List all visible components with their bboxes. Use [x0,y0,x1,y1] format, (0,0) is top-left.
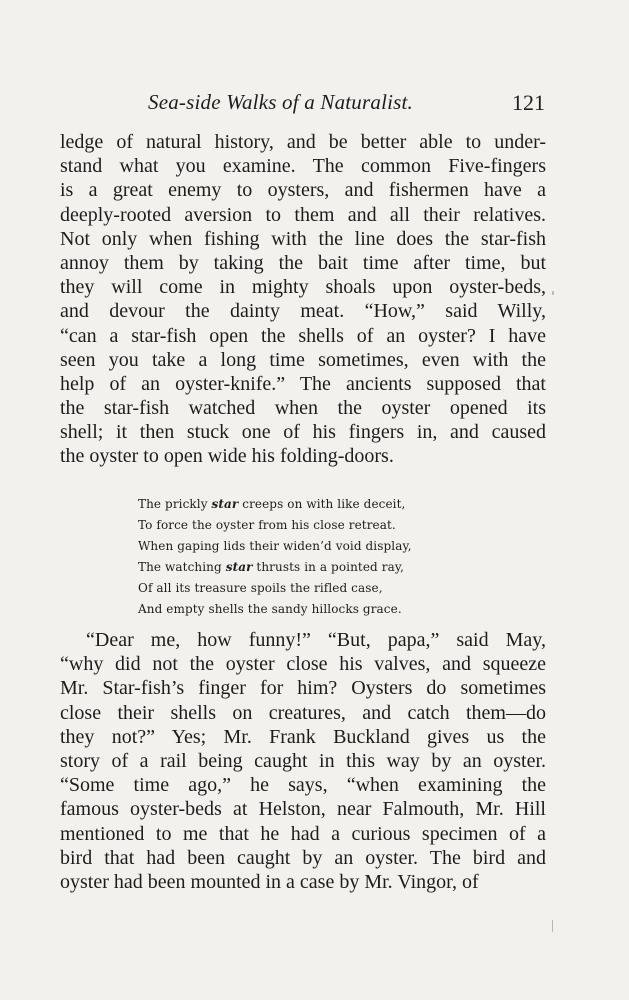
text-line: bird that had been caught by an oyster. The bird and [60,846,546,869]
poem-line [138,494,458,515]
text-line: deeply-rooted aversion to them and all their relatives. [60,203,546,226]
text-line: help of an oyster-knife.” The ancients supposed that [60,372,546,395]
poem-text: And empty shells the sandy hillocks grace. [138,602,402,616]
paragraph-1 [60,130,546,469]
text-line: ledge of natural history, and be better able to under- [60,131,546,153]
poem-text: The watching [138,560,226,574]
text-line: is a great enemy to oysters, and fishermen have a [60,179,546,202]
poem-line [138,599,458,620]
text-line: “Dear me, how funny!” “But, papa,” said May, [86,629,546,651]
poem-line [138,536,458,557]
text-line: they will come in mighty shoals upon oyster-beds, [60,276,546,299]
text-line: “Some time ago,” he says, “when examining the [60,774,546,797]
text-line: mentioned to me that he had a curious specimen of a [60,822,546,845]
running-title: Sea-side Walks of a Naturalist. [148,90,414,114]
poem-text: Of all its treasure spoils the rifled case, [138,581,383,595]
text-line: Not only when fishing with the line does the star-fish [60,227,546,250]
poem-line [138,578,458,599]
margin-speck [552,291,554,295]
paragraph-2 [60,628,546,894]
poem-emphasis: star [211,497,239,511]
poem-text: thrusts in a pointed ray, [252,560,405,574]
poem-line [138,515,458,536]
text-line: stand what you examine. The common Five-fingers [60,155,546,178]
text-line: “why did not the oyster close his valves, and squeeze [60,653,546,676]
poem-text: The prickly [138,497,212,511]
text-line: Mr. Star-fish’s finger for him? Oysters do sometimes [60,677,546,700]
text-line: and devour the dainty meat. “How,” said Willy, [60,300,546,323]
poem-text: When gaping lids their widen’d void display, [138,539,412,553]
text-line: story of a rail being caught in this way by an oyster. [60,749,546,772]
text-line: oyster had been mounted in a case by Mr. Vingor, of [60,870,479,893]
poem-text: creeps on with like deceit, [238,497,406,511]
text-line: famous oyster-beds at Helston, near Falmouth, Mr. Hill [60,798,546,821]
text-line: shell; it then stuck one of his fingers in, and caused [60,421,546,444]
margin-speck [552,920,553,932]
poem-text: To force the oyster from his close retreat. [138,518,396,532]
text-line: the star-fish watched when the oyster opened its [60,397,546,420]
running-head [60,90,545,120]
text-line: seen you take a long time sometimes, even with the [60,348,546,371]
text-line: they not?” Yes; Mr. Frank Buckland gives us the [60,725,546,748]
page-number: 121 [512,90,545,115]
poem-emphasis: star [225,560,253,574]
text-line: the oyster to open wide his folding-doors. [60,445,394,468]
poem-quotation [138,494,458,620]
text-line: “can a star-fish open the shells of an oyster? I have [60,324,546,347]
text-line: close their shells on creatures, and catch them—do [60,701,546,724]
text-line: annoy them by taking the bait time after time, but [60,251,546,274]
poem-line [138,557,458,578]
